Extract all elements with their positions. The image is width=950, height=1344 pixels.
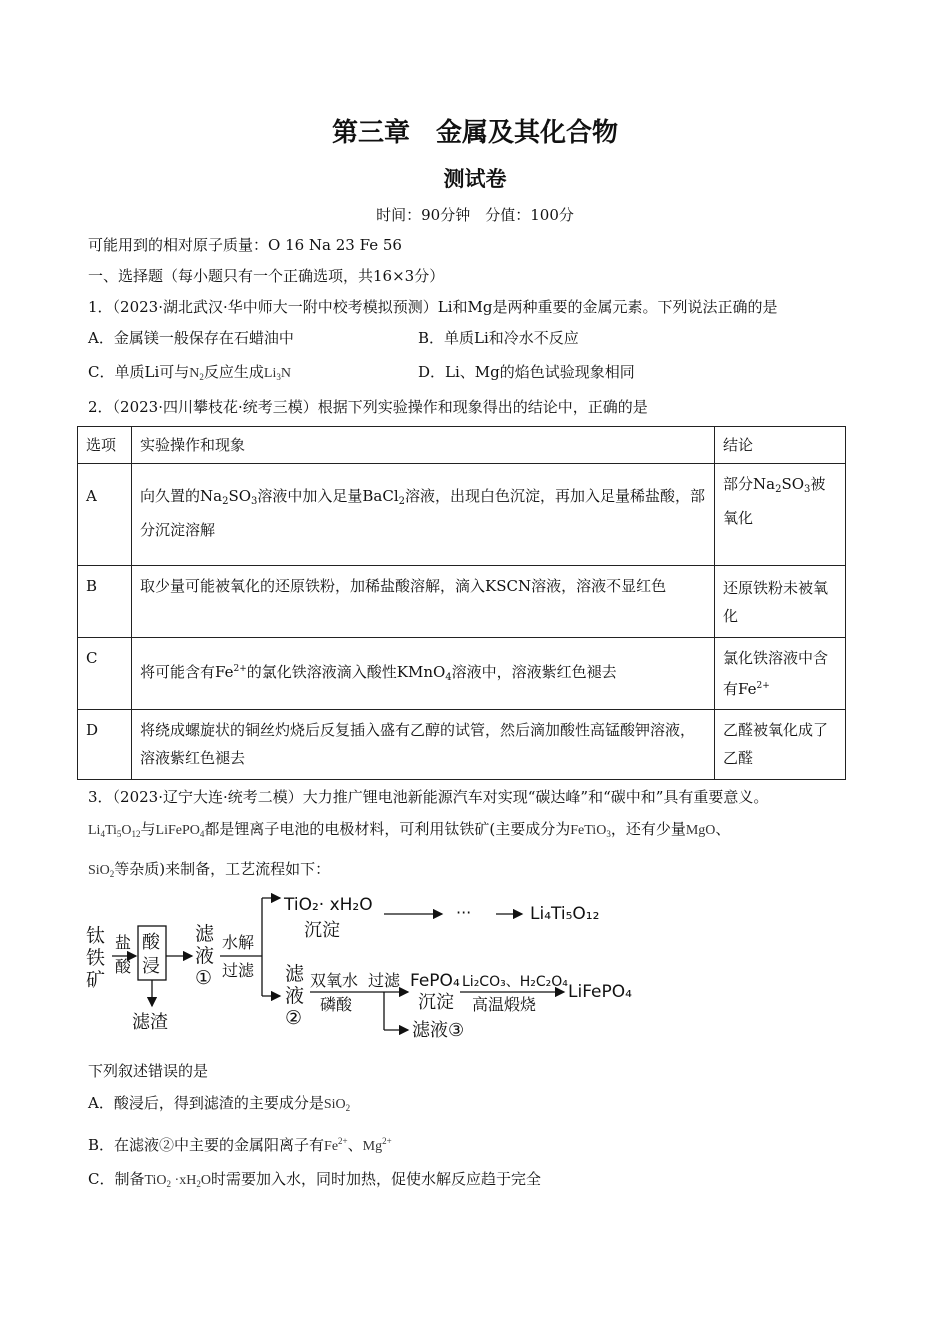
row-conclusion: 乙醛被氧化成了乙醛: [715, 710, 846, 780]
header-conclusion: 结论: [715, 427, 846, 464]
flow-tio2: TiO₂· xH₂O: [284, 895, 373, 915]
flow-filtrate2-2: 液: [285, 985, 305, 1007]
q3-stem-line3: [88, 858, 330, 885]
atomic-masses: 可能用到的相对原子质量：O 16 Na 23 Fe 56: [88, 236, 402, 254]
flow-raw-2: 铁: [86, 947, 106, 969]
flow-filtrate1-2: 液: [195, 945, 215, 967]
q1-option-c: [88, 361, 291, 382]
fetio3-formula: FeTiO$_3$: [570, 823, 611, 839]
sio2-formula: SiO$_2$: [323, 1097, 351, 1113]
row-conclusion: 还原铁粉未被氧化: [715, 566, 846, 638]
q3-text: 、: [715, 820, 731, 838]
row-operation-text: 的氯化铁溶液滴入酸性KMnO: [246, 663, 446, 681]
flow-precip: 沉淀: [304, 920, 340, 941]
flow-phosphoric: 磷酸: [320, 995, 353, 1014]
row-operation: 将可能含有$Fe^{2+}$的氯化铁溶液滴入酸性KMnO$_4$溶液中，溶液紫红色褪去: [132, 638, 715, 710]
header-option: 选项: [78, 427, 132, 464]
q3-option-b-text: 、: [347, 1136, 363, 1154]
q3-option-a-text: A．酸浸后，得到滤渣的主要成分是: [88, 1094, 324, 1112]
flow-lfp: LiFePO₄: [568, 982, 632, 1002]
row-operation-text: 将可能含有Fe: [140, 663, 234, 681]
q1-option-d: D．Li、Mg的焰色试验现象相同: [418, 363, 635, 381]
table-row: [78, 464, 846, 566]
q3-text: ，还有少量: [610, 820, 686, 838]
tio2-hydrate-formula: $TiO_2 \cdot xH_2O$: [144, 1173, 211, 1189]
flow-raw-3: 矿: [86, 969, 106, 991]
row-conclusion-text: 氯化铁溶液中含有Fe: [723, 649, 829, 698]
table-row: [78, 710, 846, 780]
flow-leach-2: 浸: [142, 956, 160, 977]
flow-filter2: 过滤: [368, 971, 401, 990]
q3-stem-line2: [88, 818, 730, 845]
flow-lto: Li₄Ti₅O₁₂: [530, 904, 600, 924]
lto-formula: $Li_4Ti_5O_{12}$: [88, 823, 141, 839]
test-subtitle: 测试卷: [443, 167, 507, 191]
q3-text: 等杂质)来制备，工艺流程如下：: [114, 860, 331, 878]
flow-precip2: 沉淀: [418, 992, 454, 1013]
row-operation-text: SO: [228, 487, 252, 505]
table-header-row: [78, 427, 846, 464]
section-heading: 一、选择题（每小题只有一个正确选项，共16×3分）: [88, 267, 445, 285]
row-conclusion-text: 被氧化: [723, 475, 826, 527]
row-operation-text: 溶液中加入足量BaCl: [257, 487, 399, 505]
row-conclusion: 部分$Na_2SO_3$被氧化: [715, 464, 846, 566]
mg2-ion: $Mg^{2+}$: [362, 1136, 392, 1154]
lfp-formula: LiFePO$_4$: [155, 823, 205, 839]
q1-option-b: B．单质Li和冷水不反应: [418, 329, 579, 347]
row-operation-text: 向久置的Na: [140, 487, 223, 505]
row-operation-text: 溶液，出现白色沉淀，再加入足量稀盐酸，部分沉淀溶解: [140, 487, 706, 539]
flow-filtrate2-1: 滤: [285, 963, 305, 985]
header-operation: 实验操作和现象: [132, 427, 715, 464]
q1-option-a: A．金属镁一般保存在石蜡油中: [88, 329, 294, 347]
sio2-formula: SiO$_2$: [88, 863, 115, 879]
mgo-formula: MgO: [685, 823, 716, 838]
li3n-formula: $Li_3N$: [263, 366, 291, 382]
row-operation: 向久置的$Na_2SO_3$溶液中加入足量BaCl$_2$溶液，出现白色沉淀，再加入足量稀盐酸，部分沉淀溶解: [132, 464, 715, 566]
flow-h2o2: 双氧水: [310, 971, 359, 990]
q3-option-c-text: 时需要加入水，同时加热，促使水解反应趋于完全: [210, 1170, 541, 1188]
time-score-info: 时间：90分钟 分值：100分: [376, 206, 574, 224]
flow-acid-1: 盐: [115, 933, 132, 952]
q2-table: [77, 426, 846, 780]
flow-filtrate1-1: 滤: [195, 923, 215, 945]
flow-raw-1: 钛: [86, 925, 106, 947]
flow-filter: 过滤: [222, 961, 255, 980]
flow-filtrate1-3: ①: [195, 967, 213, 989]
row-operation: 取少量可能被氧化的还原铁粉，加稀盐酸溶解，滴入KSCN溶液，溶液不显红色: [132, 566, 715, 638]
row-option: A: [78, 464, 132, 566]
row-conclusion-text: SO: [781, 475, 805, 493]
q3-option-c-text: C．制备: [88, 1170, 145, 1188]
flow-calcine: 高温煅烧: [472, 995, 537, 1014]
q3-option-b-text: B．在滤液②中主要的金属阳离子有: [88, 1136, 325, 1154]
row-option: D: [78, 710, 132, 780]
q3-ask: 下列叙述错误的是: [88, 1062, 209, 1080]
q3-option-c: [88, 1168, 541, 1195]
q3-text: 与: [140, 820, 156, 838]
q3-option-b: [88, 1130, 392, 1158]
flow-filtrate2-3: ②: [285, 1007, 303, 1029]
row-option: B: [78, 566, 132, 638]
q3-option-a: [88, 1092, 350, 1119]
table-row: [78, 566, 846, 638]
flow-filtrate3: 滤液③: [412, 1020, 465, 1041]
flow-acid-2: 酸: [115, 957, 132, 976]
fe2-ion: $Fe^{2+}$: [324, 1136, 348, 1154]
q3-stem-line1: 3．（2023·辽宁大连·统考二模）大力推广锂电池新能源汽车对实现“碳达峰”和“碳中和”具有重要意义。: [88, 788, 769, 806]
flow-fepo4: FePO₄: [410, 971, 460, 991]
flow-hydrolysis: 水解: [222, 933, 255, 952]
table-row: [78, 638, 846, 710]
flow-leach-1: 酸: [142, 932, 160, 953]
flow-reagents: Li₂CO₃、H₂C₂O₄: [462, 974, 568, 990]
q2-stem: 2．（2023·四川攀枝花·统考三模）根据下列实验操作和现象得出的结论中，正确的是: [88, 398, 648, 416]
row-operation: 将绕成螺旋状的铜丝灼烧后反复插入盛有乙醇的试管，然后滴加酸性高锰酸钾溶液，溶液紫红色褪去: [132, 710, 715, 780]
q1-option-c-mid: 反应生成: [203, 363, 264, 381]
chapter-title: 第三章 金属及其化合物: [331, 118, 618, 148]
flow-ellipsis: ···: [456, 903, 472, 922]
q1-stem: 1．（2023·湖北武汉·华中师大一附中校考模拟预测）Li和Mg是两种重要的金属元素。下列说法正确的是: [88, 298, 778, 316]
process-flow-diagram: [84, 888, 654, 1048]
row-operation-text: 溶液中，溶液紫红色褪去: [451, 663, 617, 681]
q1-option-c-text: C．单质Li可与: [88, 363, 190, 381]
n2-formula: $N_2$: [189, 366, 204, 382]
row-option: C: [78, 638, 132, 710]
row-conclusion-text: 部分Na: [723, 475, 776, 493]
flow-residue: 滤渣: [132, 1012, 168, 1033]
row-conclusion: 氯化铁溶液中含有$Fe^{2+}$: [715, 638, 846, 710]
q3-text: 都是锂离子电池的电极材料，可利用钛铁矿(主要成分为: [204, 820, 571, 838]
